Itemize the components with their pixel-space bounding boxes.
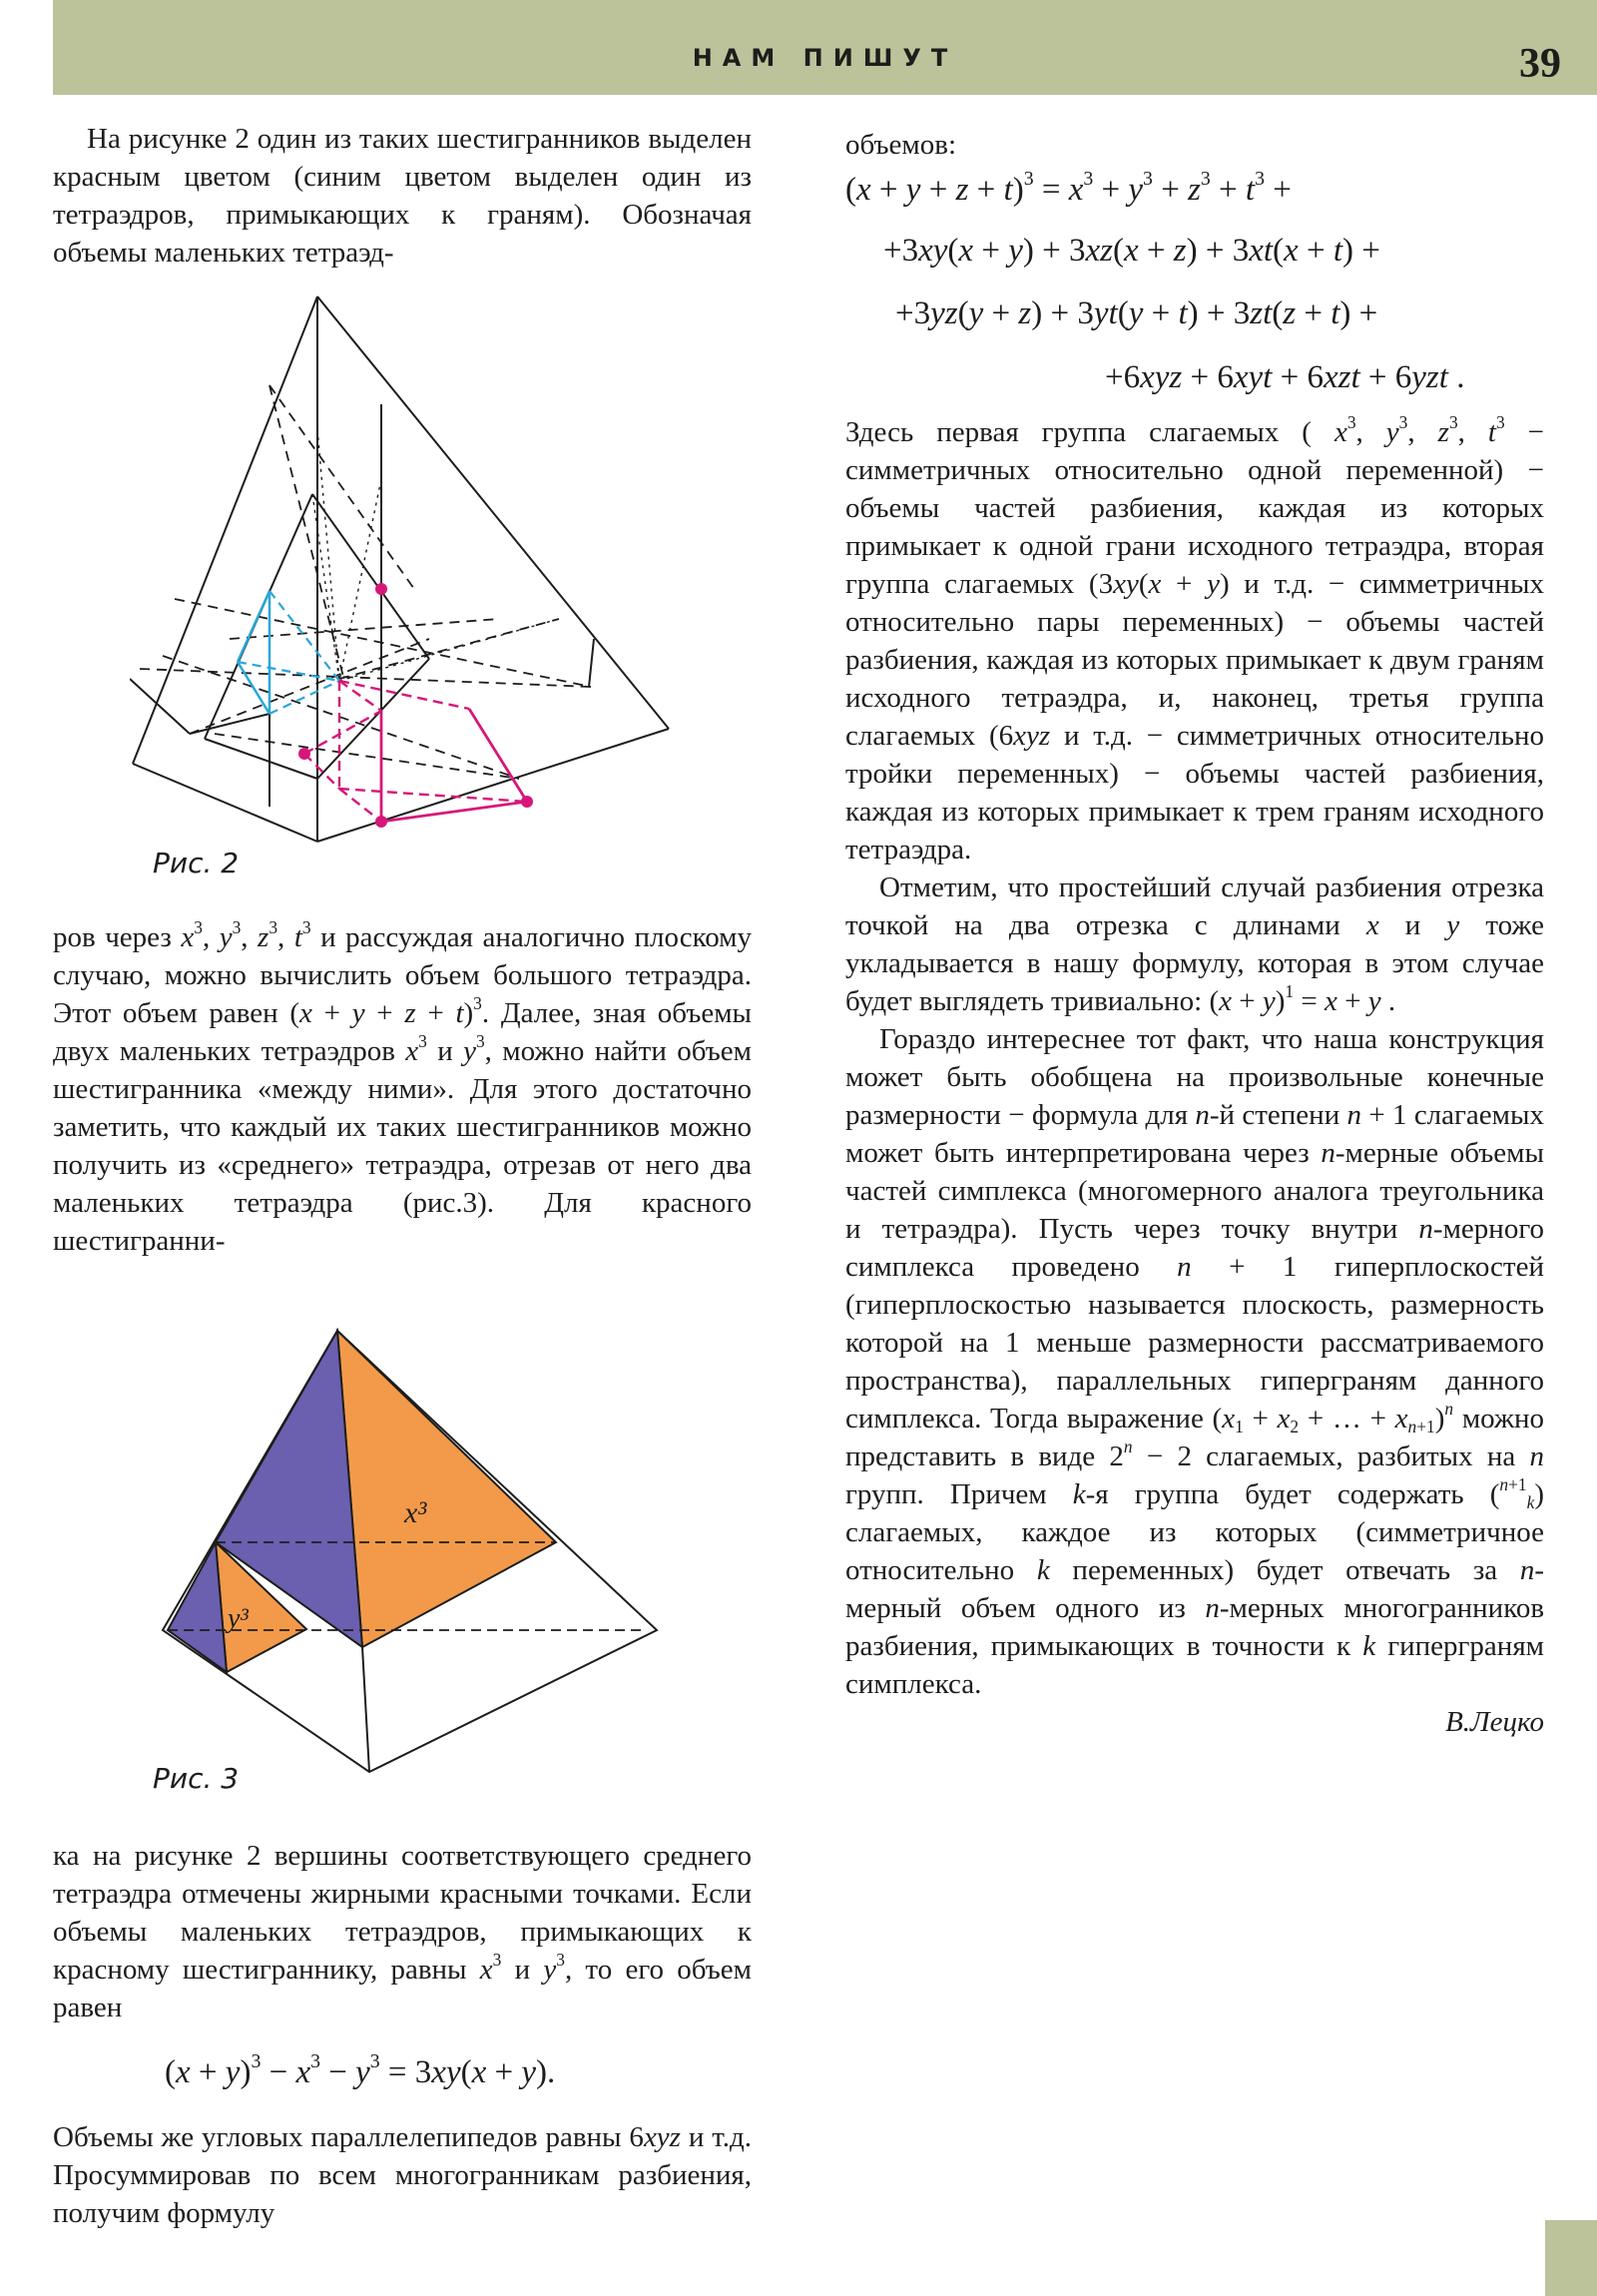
equation-line-2: +3xy(x + y) + 3xz(x + z) + 3xt(x + t) +	[883, 233, 1380, 269]
right-intro: объемов:	[845, 129, 957, 161]
left-para-4: Объемы же угловых параллелепипедов равны 6xyz и т.д. Просуммировав по всем многогранникам разбиения, получим формулу	[53, 2121, 752, 2229]
left-para-2: ров через $x^3$, $y^3$, $z^3$, $t^3$ и рассуждая аналогично плоскому случаю, можно вычислить объем большого тетраэдра. Этот объем равен $(x + y + z + t)^3$. Далее, зная объемы двух маленьких тетраэдров $x^3$ и $y^3$, можно найти объем шестигранника «между ними». Для этого достаточно заметить, что каждый их таких шестигранников можно получить из «среднего» тетраэдра, отрезав от него два маленьких тетраэдра (рис.3). Для красного шестигранни-	[53, 916, 753, 1257]
page-number: 39	[1519, 41, 1561, 87]
left-para-1: На рисунке 2 один из таких шестигранников выделен красным цветом (синим цветом выделен один из тетраэдров, примыкающих к граням). Обозначая объемы маленьких тетраэд-	[53, 123, 752, 269]
figure-3-caption: Рис. 3	[153, 1762, 240, 1795]
running-head: НАМ ПИШУТ	[692, 44, 958, 72]
figure-3	[160, 1323, 659, 1792]
figure-2	[130, 289, 689, 849]
equation-line-1: $(x + y + z + t)^3 = x^3 + y^3 + z^3 + t^3$ +	[845, 168, 1292, 208]
left-para-3: ка на рисунке 2 вершины соответствующего среднего тетраэдра отмечены жирными красными точками. Если объемы маленьких тетраэдров, примыкающих к красному шестиграннику, равны $x^3$ и $y^3$, то его объем равен	[53, 1840, 752, 2023]
bottom-tab	[1545, 2220, 1597, 2296]
header-band	[53, 0, 1597, 95]
signature: В.Лецко	[1445, 1706, 1544, 1738]
equation-line-3: +3yz(y + z) + 3yt(y + t) + 3zt(z + t) +	[895, 295, 1378, 331]
left-formula: $(x + y)^3 - x^3 - y^3 = 3xy(x + y)$.	[165, 2050, 556, 2090]
figure-2-caption: Рис. 2	[153, 847, 240, 879]
equation-line-4: +6xyz + 6xyt + 6xzt + 6yzt .	[1105, 359, 1465, 395]
fig3-label-x3: x³	[404, 1496, 427, 1529]
right-para-1: Здесь первая группа слагаемых ( $x^3$, $y^3$, $z^3$, $t^3$ − симметричных относительно одной переменной) − объемы частей разбиения, каждая из которых примыкает к одной грани исходного тетраэдра, вторая группа слагаемых (3xy(x + y) и т.д. − симметричных относительно пары переменных) − объемы частей разбиения, каждая из которых примыкает к двум граням исходного тетраэдра, и, наконец, третья группа слагаемых (6xyz и т.д. − симметричных относительно тройки переменных) − объемы частей разбиения, каждая из которых примыкает к трем граням исходного тетраэдра. Отметим, что простейший случай разбиения отрезка точкой на два отрезка с длинами x и y тоже укладывается в нашу формулу, которая в этом случае будет выглядеть тривиально: $(x + y)^1 = x + y$ . Гораздо интереснее тот факт, что наша конструкция может быть обобщена на произвольные конечные размерности − формула для n-й степени n + 1 слагаемых может быть интерпретирована через n-мерные объемы частей симплекса (многомерного аналога треугольника и тетраэдра). Пусть через точку внутри n-мерного симплекса проведено n + 1 гиперплоскостей (гиперплоскостью называется плоскость, размерность которой на 1 меньше размерности рассматриваемого пространства), параллельных гиперграням данного симплекса. Тогда выражение ($x_1 + x_2$ + … + $x_{n+1})^n$ можно представить в виде $2^n - 2$ слагаемых, разбитых на n групп. Причем k-я группа будет содержать ($^{n+1}_k$) слагаемых, каждое из которых (симметричное относительно k переменных) будет отвечать за n-мерный объем одного из n-мерных многогранников разбиения, примыкающих в точности к k гиперграням симплекса. В.Лецко	[845, 413, 1544, 1741]
fig3-label-y3: y³	[228, 1603, 249, 1634]
